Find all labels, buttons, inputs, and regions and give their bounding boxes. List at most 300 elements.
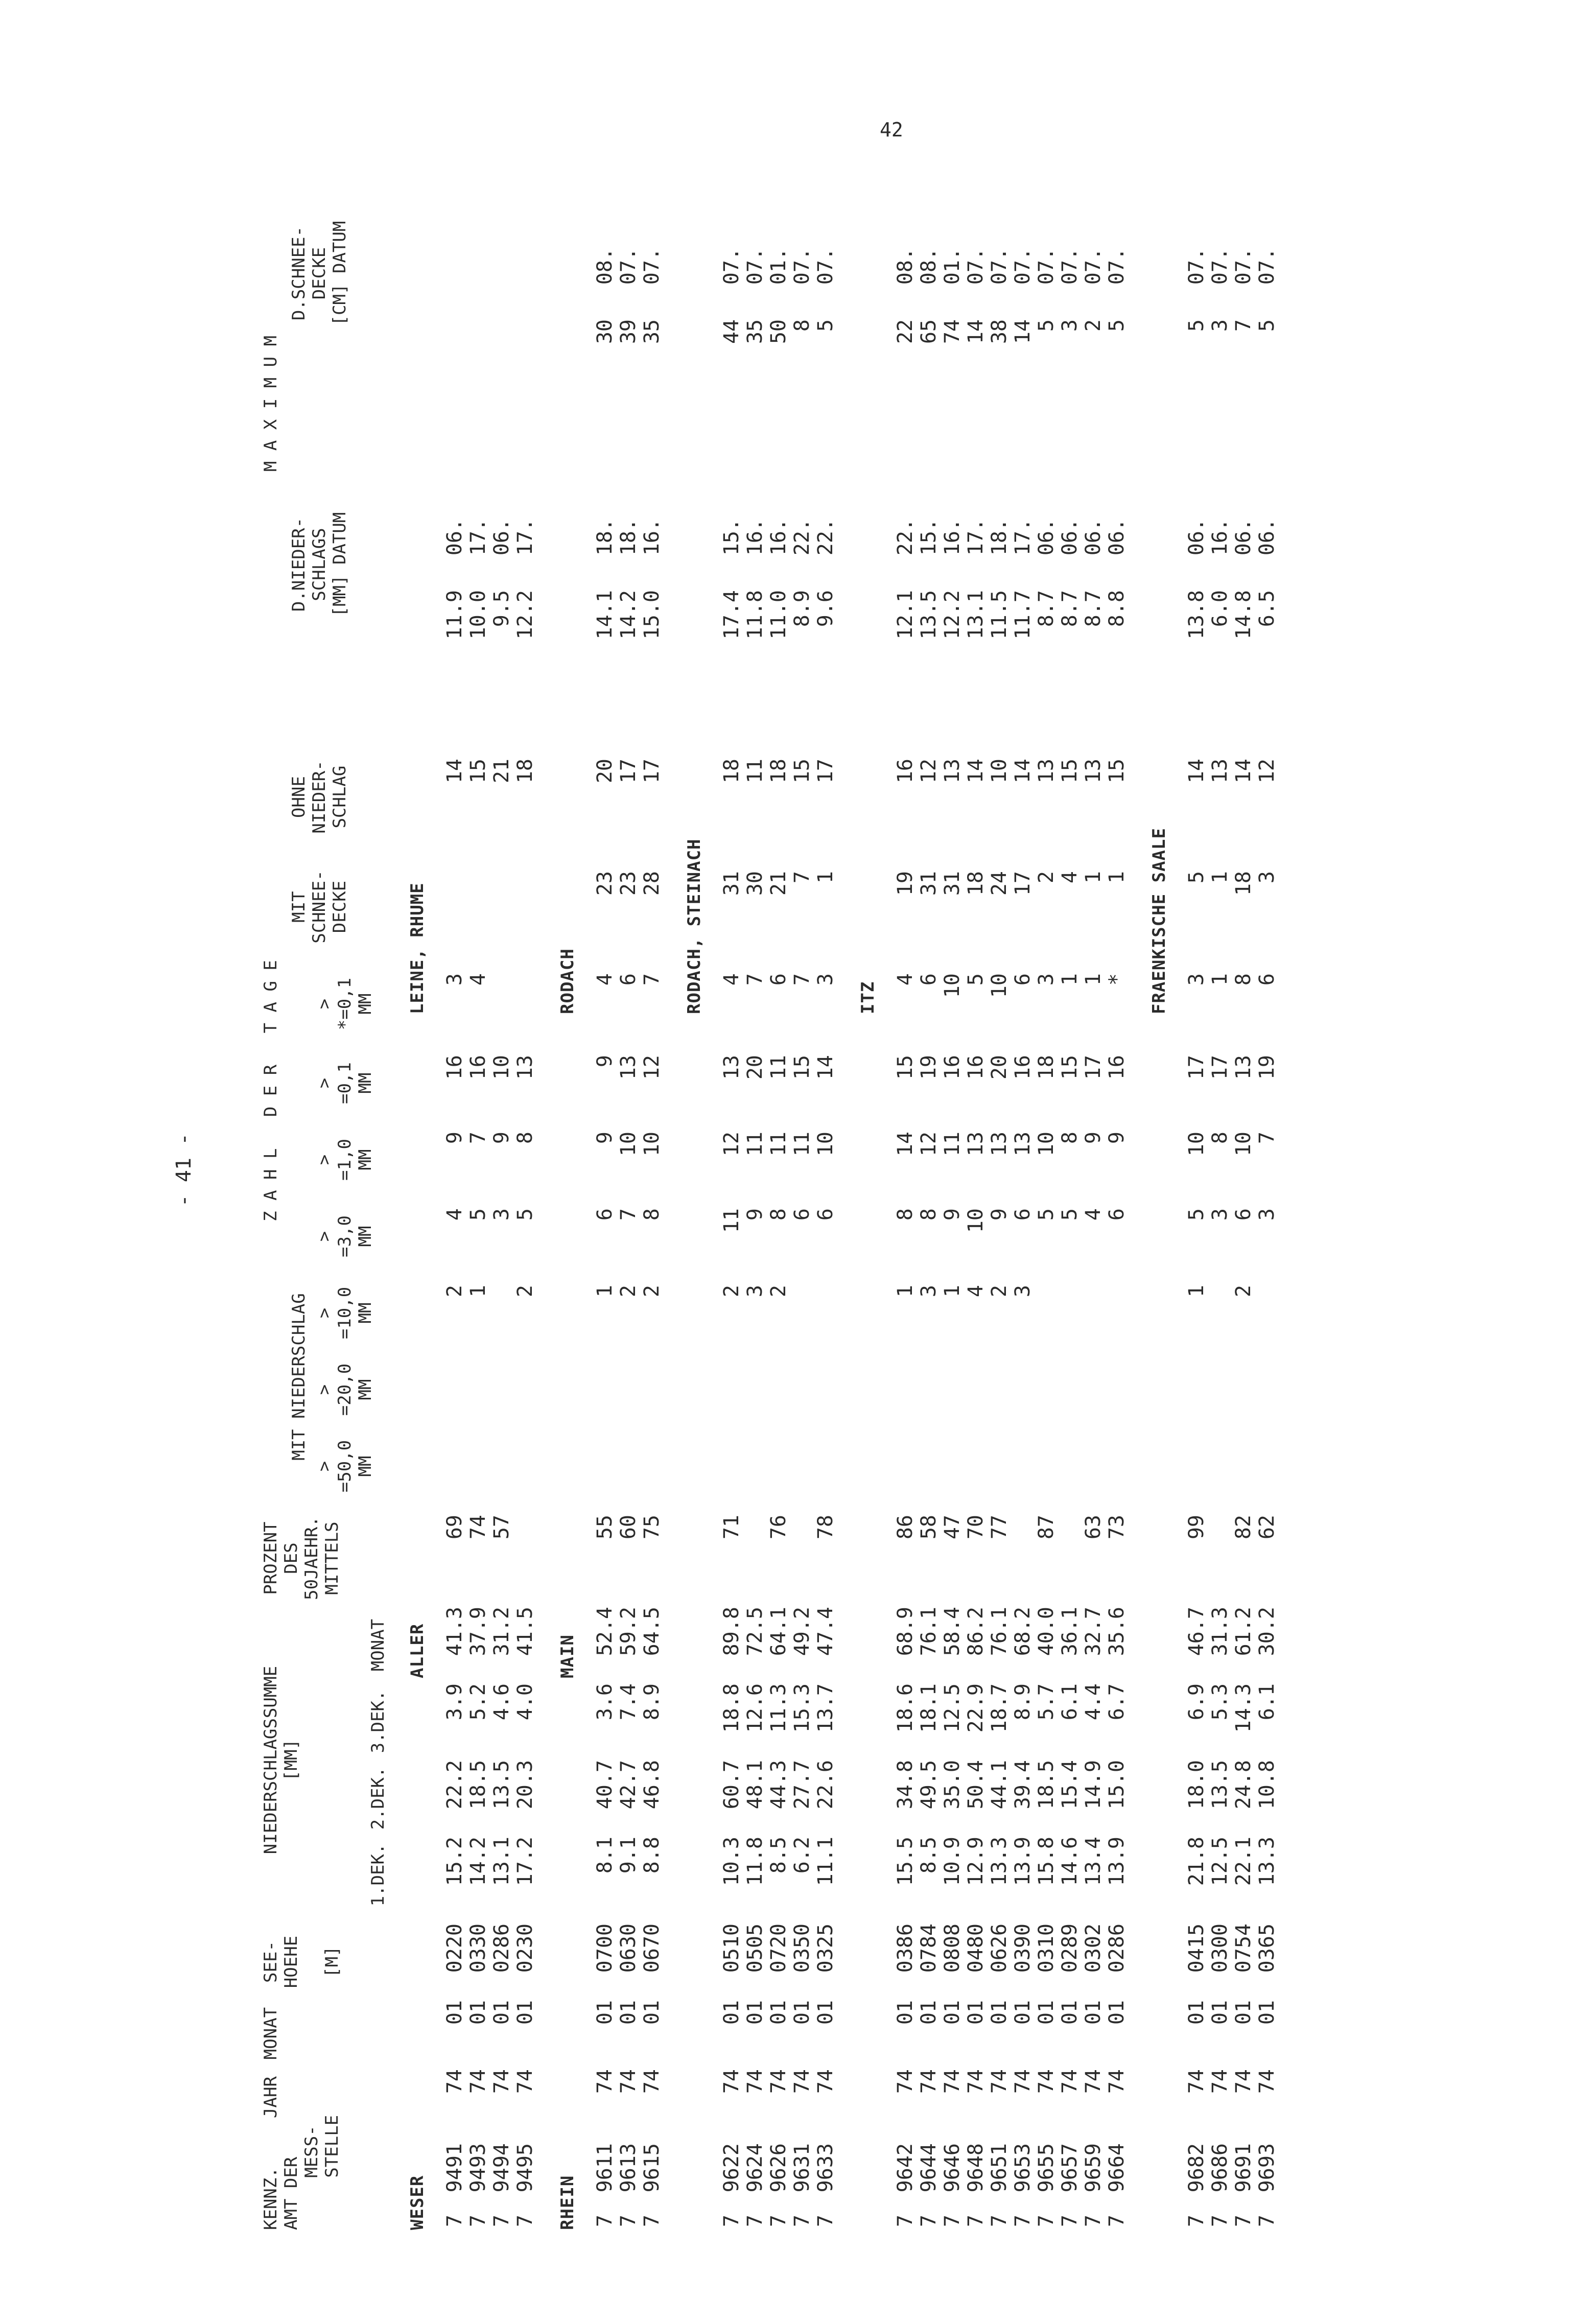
table-row: [1186, 110, 1210, 2230]
cell-msd: 07.: [1255, 248, 1279, 285]
cell-jahr: 74: [640, 2069, 664, 2094]
cell-t0: 1: [1058, 973, 1082, 986]
cell-jahr: 74: [743, 2069, 767, 2094]
cell-t01: 11: [767, 1055, 790, 1080]
cell-ohne: 14: [1185, 759, 1208, 784]
cell-t3: 5: [1185, 1208, 1208, 1221]
cell-t3: 9: [988, 1208, 1011, 1221]
cell-m: 35.6: [1105, 1607, 1129, 1656]
cell-m: 61.2: [1232, 1607, 1255, 1656]
cell-ohne: 18: [720, 759, 743, 784]
cell-jahr: 74: [1232, 2069, 1255, 2094]
col-t50: > =50,0 MM: [314, 1440, 375, 1493]
cell-ms: 35: [743, 319, 767, 344]
cell-ohne: 18: [513, 759, 537, 784]
cell-sd: 3: [1255, 871, 1279, 884]
cell-t01: 13: [617, 1055, 640, 1080]
col-ohne-niederschlag: OHNE NIEDER- SCHLAG: [289, 760, 350, 834]
cell-monat: 01: [790, 2000, 814, 2025]
cell-t10: 1: [894, 1285, 917, 1298]
cell-t0: 3: [814, 973, 837, 986]
cell-t3: 4: [1082, 1208, 1105, 1221]
cell-hoehe: 0230: [513, 1924, 537, 1973]
cell-d1: 8.8: [640, 1837, 664, 1874]
subriver-label: ITZ: [858, 981, 878, 1014]
cell-d1: 13.4: [1082, 1837, 1105, 1886]
cell-t0: 3: [443, 973, 466, 986]
cell-t0: 4: [894, 973, 917, 986]
cell-mn: 13.5: [917, 590, 941, 640]
cell-t3: 11: [720, 1208, 743, 1233]
cell-d2: 20.3: [513, 1760, 537, 1810]
cell-t1: 13: [1011, 1132, 1035, 1157]
col-mit-schneedecke: MIT SCHNEE- DECKE: [289, 870, 350, 944]
cell-d3: 5.2: [466, 1683, 490, 1721]
cell-jahr: 74: [443, 2069, 466, 2094]
cell-m: 31.3: [1208, 1607, 1232, 1656]
cell-ms: 7: [1232, 319, 1255, 332]
table-row: [595, 110, 618, 2230]
cell-sd: 1: [1105, 871, 1129, 884]
cell-msd: 07.: [743, 248, 767, 285]
cell-t0: 4: [720, 973, 743, 986]
cell-d3: 18.1: [917, 1683, 941, 1733]
cell-t0: 6: [1011, 973, 1035, 986]
cell-sd: 7: [790, 871, 814, 884]
cell-t0: 8: [1232, 973, 1255, 986]
cell-p: 62: [1255, 1515, 1279, 1540]
cell-mn: 8.9: [790, 590, 814, 627]
cell-mnd: 06.: [1105, 519, 1129, 556]
cell-t01: 16: [466, 1055, 490, 1080]
cell-sd: 30: [743, 871, 767, 896]
subriver-label: RODACH: [557, 948, 578, 1014]
cell-ohne: 15: [1058, 759, 1082, 784]
cell-t01: 16: [964, 1055, 988, 1080]
subriver-label: LEINE, RHUME: [407, 882, 428, 1014]
cell-p: 74: [466, 1515, 490, 1540]
cell-mnd: 16.: [767, 519, 790, 556]
cell-t10: 1: [593, 1285, 617, 1298]
cell-d3: 14.3: [1232, 1683, 1255, 1733]
cell-t01: 19: [1255, 1055, 1279, 1080]
cell-id: 9657: [1058, 2143, 1082, 2193]
cell-amt: 7: [1035, 2215, 1058, 2227]
cell-hoehe: 0480: [964, 1924, 988, 1973]
cell-d2: 18.5: [466, 1760, 490, 1810]
cell-t0: 6: [767, 973, 790, 986]
cell-d1: 17.2: [513, 1837, 537, 1886]
cell-t1: 10: [1232, 1132, 1255, 1157]
cell-sd: 28: [640, 871, 664, 896]
cell-mn: 14.8: [1232, 590, 1255, 640]
cell-mnd: 17.: [964, 519, 988, 556]
cell-monat: 01: [466, 2000, 490, 2025]
cell-d3: 6.9: [1185, 1683, 1208, 1721]
cell-msd: 07.: [1105, 248, 1129, 285]
cell-id: 9642: [894, 2143, 917, 2193]
cell-msd: 07.: [1208, 248, 1232, 285]
cell-msd: 08.: [593, 248, 617, 285]
cell-amt: 7: [814, 2215, 837, 2227]
cell-msd: 07.: [988, 248, 1011, 285]
cell-amt: 7: [743, 2215, 767, 2227]
cell-t1: 8: [1208, 1132, 1232, 1144]
cell-t3: 6: [593, 1208, 617, 1221]
table-row: [942, 110, 966, 2230]
cell-hoehe: 0286: [490, 1924, 513, 1973]
cell-t01: 18: [1035, 1055, 1058, 1080]
cell-mnd: 06.: [1232, 519, 1255, 556]
cell-ms: 5: [1255, 319, 1279, 332]
cell-d1: 15.2: [443, 1837, 466, 1886]
cell-mnd: 16.: [941, 519, 964, 556]
cell-mnd: 06.: [1255, 519, 1279, 556]
cell-ms: 44: [720, 319, 743, 344]
cell-t3: 6: [1232, 1208, 1255, 1221]
cell-t0: 4: [466, 973, 490, 986]
table-row: [1036, 110, 1060, 2230]
cell-sd: 17: [1011, 871, 1035, 896]
col-dek2: 2.DEK.: [368, 1767, 388, 1830]
cell-t0: *: [1105, 973, 1129, 986]
cell-ohne: 13: [1082, 759, 1105, 784]
table-row: [1083, 110, 1107, 2230]
cell-msd: 07.: [1011, 248, 1035, 285]
cell-p: 73: [1105, 1515, 1129, 1540]
cell-p: 55: [593, 1515, 617, 1540]
cell-t1: 10: [1185, 1132, 1208, 1157]
cell-jahr: 74: [593, 2069, 617, 2094]
cell-t1: 8: [1058, 1132, 1082, 1144]
cell-hoehe: 0720: [767, 1924, 790, 1973]
cell-id: 9659: [1082, 2143, 1105, 2193]
cell-d3: 4.4: [1082, 1683, 1105, 1721]
cell-hoehe: 0505: [743, 1924, 767, 1973]
cell-jahr: 74: [513, 2069, 537, 2094]
cell-amt: 7: [720, 2215, 743, 2227]
cell-jahr: 74: [767, 2069, 790, 2094]
cell-t0: 6: [617, 973, 640, 986]
cell-d2: 49.5: [917, 1760, 941, 1810]
cell-d2: 44.1: [988, 1760, 1011, 1810]
col-max-niederschlag: D.NIEDER- SCHLAGS [MM] DATUM: [289, 512, 350, 617]
cell-m: 64.1: [767, 1607, 790, 1656]
cell-t3: 5: [466, 1208, 490, 1221]
cell-mn: 14.1: [593, 590, 617, 640]
cell-d1: 11.1: [814, 1837, 837, 1886]
cell-id: 9624: [743, 2143, 767, 2193]
cell-id: 9691: [1232, 2143, 1255, 2193]
cell-d3: 6.7: [1105, 1683, 1129, 1721]
cell-mn: 11.7: [1011, 590, 1035, 640]
cell-jahr: 74: [1035, 2069, 1058, 2094]
cell-t3: 5: [1035, 1208, 1058, 1221]
cell-monat: 01: [1058, 2000, 1082, 2025]
cell-jahr: 74: [1011, 2069, 1035, 2094]
col-t1: > =1,0 MM: [314, 1139, 375, 1181]
cell-d2: 48.1: [743, 1760, 767, 1810]
cell-d2: 40.7: [593, 1760, 617, 1810]
cell-monat: 01: [593, 2000, 617, 2025]
cell-amt: 7: [1232, 2215, 1255, 2227]
cell-ms: 39: [617, 319, 640, 344]
cell-mn: 12.2: [513, 590, 537, 640]
cell-t10: 3: [743, 1285, 767, 1298]
cell-msd: 07.: [720, 248, 743, 285]
cell-t3: 8: [640, 1208, 664, 1221]
table-row: [792, 110, 815, 2230]
cell-monat: 01: [1185, 2000, 1208, 2025]
cell-jahr: 74: [466, 2069, 490, 2094]
cell-amt: 7: [1011, 2215, 1035, 2227]
cell-t0: 3: [1185, 973, 1208, 986]
cell-p: 78: [814, 1515, 837, 1540]
cell-t10: 3: [1011, 1285, 1035, 1298]
cell-id: 9611: [593, 2143, 617, 2193]
cell-mn: 6.0: [1208, 590, 1232, 627]
cell-t01: 14: [814, 1055, 837, 1080]
cell-mnd: 06.: [1185, 519, 1208, 556]
cell-t0: 7: [743, 973, 767, 986]
cell-amt: 7: [490, 2215, 513, 2227]
river-label: ALLER: [407, 1623, 428, 1678]
cell-m: 59.2: [617, 1607, 640, 1656]
cell-amt: 7: [443, 2215, 466, 2227]
cell-ms: 5: [814, 319, 837, 332]
cell-sd: 1: [1208, 871, 1232, 884]
cell-d1: 9.1: [617, 1837, 640, 1874]
cell-monat: 01: [1208, 2000, 1232, 2025]
cell-m: 40.0: [1035, 1607, 1058, 1656]
cell-mn: 12.2: [941, 590, 964, 640]
cell-d3: 7.4: [617, 1683, 640, 1721]
cell-t10: 2: [767, 1285, 790, 1298]
cell-monat: 01: [988, 2000, 1011, 2025]
cell-d1: 11.8: [743, 1837, 767, 1886]
cell-d1: 10.3: [720, 1837, 743, 1886]
cell-d2: 15.4: [1058, 1760, 1082, 1810]
page-title: - 41 -: [172, 1133, 196, 1207]
cell-jahr: 74: [1255, 2069, 1279, 2094]
cell-t1: 11: [743, 1132, 767, 1157]
table-row: [895, 110, 919, 2230]
cell-t10: 2: [1232, 1285, 1255, 1298]
table-row: [1013, 110, 1036, 2230]
cell-mn: 11.5: [988, 590, 1011, 640]
cell-amt: 7: [1082, 2215, 1105, 2227]
cell-mn: 8.8: [1105, 590, 1129, 627]
cell-m: 58.4: [941, 1607, 964, 1656]
cell-jahr: 74: [617, 2069, 640, 2094]
cell-id: 9655: [1035, 2143, 1058, 2193]
col-mit-niederschlag: MIT NIEDERSCHLAG: [289, 1293, 309, 1461]
cell-t01: 17: [1208, 1055, 1232, 1080]
cell-t3: 5: [513, 1208, 537, 1221]
cell-ms: 74: [941, 319, 964, 344]
table-row: [444, 110, 468, 2230]
cell-mnd: 16.: [1208, 519, 1232, 556]
cell-t1: 11: [941, 1132, 964, 1157]
cell-p: 63: [1082, 1515, 1105, 1540]
cell-ms: 14: [964, 319, 988, 344]
cell-jahr: 74: [941, 2069, 964, 2094]
table-row: [989, 110, 1013, 2230]
cell-amt: 7: [1185, 2215, 1208, 2227]
cell-t01: 17: [1185, 1055, 1208, 1080]
cell-amt: 7: [1058, 2215, 1082, 2227]
cell-t3: 8: [917, 1208, 941, 1221]
cell-t3: 3: [1208, 1208, 1232, 1221]
cell-d1: 14.6: [1058, 1837, 1082, 1886]
cell-t10: 2: [720, 1285, 743, 1298]
cell-amt: 7: [894, 2215, 917, 2227]
cell-msd: 07.: [1082, 248, 1105, 285]
cell-amt: 7: [964, 2215, 988, 2227]
cell-d3: 18.6: [894, 1683, 917, 1733]
cell-ohne: 15: [1105, 759, 1129, 784]
cell-jahr: 74: [1185, 2069, 1208, 2094]
cell-t10: 1: [941, 1285, 964, 1298]
cell-t01: 13: [1232, 1055, 1255, 1080]
cell-mnd: 06.: [490, 519, 513, 556]
cell-mnd: 17.: [1011, 519, 1035, 556]
cell-amt: 7: [1208, 2215, 1232, 2227]
cell-hoehe: 0670: [640, 1924, 664, 1973]
col-dek1: 1.DEK.: [368, 1843, 388, 1907]
cell-ohne: 21: [490, 759, 513, 784]
cell-m: 46.7: [1185, 1607, 1208, 1656]
cell-t01: 16: [443, 1055, 466, 1080]
cell-monat: 01: [1232, 2000, 1255, 2025]
cell-t1: 9: [1082, 1132, 1105, 1144]
cell-id: 9622: [720, 2143, 743, 2193]
cell-t1: 11: [790, 1132, 814, 1157]
cell-d1: 13.1: [490, 1837, 513, 1886]
cell-m: 47.4: [814, 1607, 837, 1656]
cell-ms: 2: [1082, 319, 1105, 332]
cell-amt: 7: [988, 2215, 1011, 2227]
table-row: [1060, 110, 1083, 2230]
cell-ohne: 12: [917, 759, 941, 784]
cell-monat: 01: [1255, 2000, 1279, 2025]
cell-id: 9491: [443, 2143, 466, 2193]
cell-d3: 4.0: [513, 1683, 537, 1721]
cell-sd: 1: [814, 871, 837, 884]
cell-t10: 2: [617, 1285, 640, 1298]
cell-t1: 13: [964, 1132, 988, 1157]
cell-p: 86: [894, 1515, 917, 1540]
cell-ms: 5: [1105, 319, 1129, 332]
cell-ohne: 10: [988, 759, 1011, 784]
cell-t01: 20: [988, 1055, 1011, 1080]
cell-t1: 9: [443, 1132, 466, 1144]
col-zahl-der-tage: Z A H L D E R T A G E: [261, 960, 281, 1222]
cell-t1: 8: [513, 1132, 537, 1144]
cell-mnd: 22.: [894, 519, 917, 556]
cell-ohne: 17: [617, 759, 640, 784]
cell-d2: 39.4: [1011, 1760, 1035, 1810]
cell-sd: 4: [1058, 871, 1082, 884]
col-t10: > =10,0 MM: [314, 1286, 375, 1340]
cell-t0: 4: [593, 973, 617, 986]
cell-m: 72.5: [743, 1607, 767, 1656]
cell-t10: 2: [443, 1285, 466, 1298]
table-row: [768, 110, 792, 2230]
cell-amt: 7: [767, 2215, 790, 2227]
cell-m: 68.9: [894, 1607, 917, 1656]
cell-t1: 9: [1105, 1132, 1129, 1144]
cell-jahr: 74: [1105, 2069, 1129, 2094]
cell-ohne: 20: [593, 759, 617, 784]
cell-id: 9664: [1105, 2143, 1129, 2193]
cell-jahr: 74: [1058, 2069, 1082, 2094]
cell-id: 9651: [988, 2143, 1011, 2193]
cell-t3: 9: [743, 1208, 767, 1221]
cell-t01: 13: [513, 1055, 537, 1080]
river-label: MAIN: [557, 1634, 578, 1678]
cell-mn: 12.1: [894, 590, 917, 640]
table-row: [1257, 110, 1280, 2230]
cell-ohne: 14: [964, 759, 988, 784]
cell-d2: 24.8: [1232, 1760, 1255, 1810]
cell-jahr: 74: [1082, 2069, 1105, 2094]
cell-mnd: 16.: [640, 519, 664, 556]
col-maximum: M A X I M U M: [261, 335, 281, 472]
cell-t1: 9: [490, 1132, 513, 1144]
cell-amt: 7: [1255, 2215, 1279, 2227]
cell-ohne: 11: [743, 759, 767, 784]
cell-d1: 22.1: [1232, 1837, 1255, 1886]
cell-m: 37.9: [466, 1607, 490, 1656]
cell-id: 9494: [490, 2143, 513, 2193]
cell-d2: 42.7: [617, 1760, 640, 1810]
cell-m: 36.1: [1058, 1607, 1082, 1656]
cell-hoehe: 0286: [1105, 1924, 1129, 1973]
cell-d1: 13.9: [1011, 1837, 1035, 1886]
cell-p: 77: [988, 1515, 1011, 1540]
cell-hoehe: 0330: [466, 1924, 490, 1973]
cell-msd: 01.: [941, 248, 964, 285]
cell-mnd: 06.: [1058, 519, 1082, 556]
cell-ohne: 12: [1255, 759, 1279, 784]
cell-t10: 2: [640, 1285, 664, 1298]
cell-m: 64.5: [640, 1607, 664, 1656]
table-row: [491, 110, 515, 2230]
cell-hoehe: 0754: [1232, 1924, 1255, 1973]
cell-hoehe: 0626: [988, 1924, 1011, 1973]
cell-hoehe: 0302: [1082, 1924, 1105, 1973]
cell-jahr: 74: [964, 2069, 988, 2094]
cell-mn: 9.5: [490, 590, 513, 627]
cell-hoehe: 0220: [443, 1924, 466, 1973]
cell-sd: 18: [964, 871, 988, 896]
cell-t01: 15: [1058, 1055, 1082, 1080]
cell-t3: 6: [1011, 1208, 1035, 1221]
cell-hoehe: 0310: [1035, 1924, 1058, 1973]
cell-m: 76.1: [988, 1607, 1011, 1656]
cell-monat: 01: [894, 2000, 917, 2025]
subriver-label: RODACH, STEINACH: [684, 838, 705, 1014]
cell-p: 60: [617, 1515, 640, 1540]
cell-d3: 5.7: [1035, 1683, 1058, 1721]
cell-hoehe: 0289: [1058, 1924, 1082, 1973]
cell-monat: 01: [964, 2000, 988, 2025]
cell-d3: 13.7: [814, 1683, 837, 1733]
table-row: [468, 110, 491, 2230]
cell-id: 9648: [964, 2143, 988, 2193]
cell-mnd: 06.: [1035, 519, 1058, 556]
